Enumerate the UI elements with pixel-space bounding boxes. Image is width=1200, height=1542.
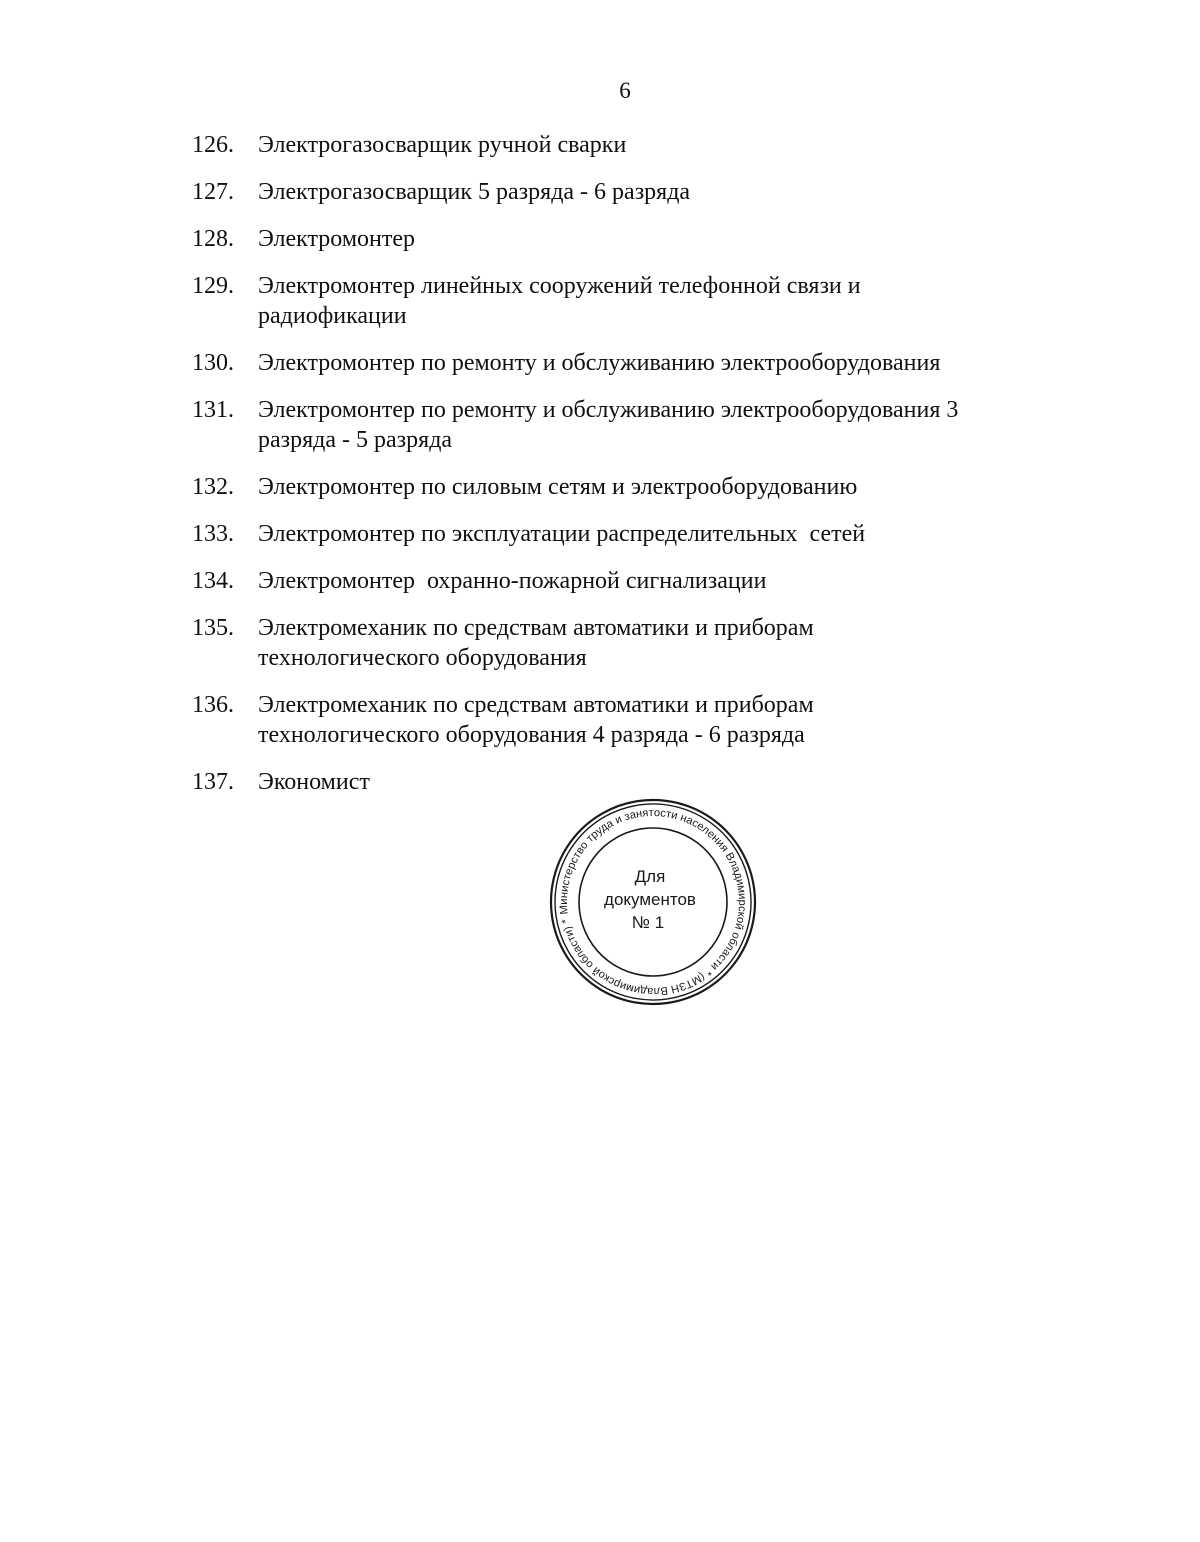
item-text: Электромонтер по ремонту и обслуживанию электрооборудования xyxy=(258,350,941,376)
item-text: Электромонтер xyxy=(258,226,415,252)
official-stamp xyxy=(547,796,759,1008)
list-item xyxy=(192,767,1032,797)
stamp-seal-icon xyxy=(547,796,759,1008)
list-item xyxy=(192,690,1032,750)
list-item xyxy=(192,348,1032,378)
list-item xyxy=(192,177,1032,207)
profession-list xyxy=(192,130,1032,814)
page-number: 6 xyxy=(619,78,631,103)
item-text: Электромонтер по силовым сетям и электрооборудованию xyxy=(258,474,858,500)
item-text: Электромонтер по эксплуатации распределительных сетей xyxy=(258,521,866,547)
item-number: 128. xyxy=(192,226,234,252)
list-item xyxy=(192,224,1032,254)
item-text: Электрогазосварщик ручной сварки xyxy=(258,132,627,158)
item-text: Электромонтер по ремонту и обслуживанию электрооборудования 3 разряда - 5 разряда xyxy=(258,397,959,453)
item-number: 131. xyxy=(192,397,234,423)
item-number: 137. xyxy=(192,769,234,795)
item-number: 133. xyxy=(192,521,234,547)
item-number: 132. xyxy=(192,474,234,500)
item-number: 129. xyxy=(192,273,234,299)
item-number: 130. xyxy=(192,350,234,376)
list-item xyxy=(192,566,1032,596)
item-number: 135. xyxy=(192,615,234,641)
item-number: 136. xyxy=(192,692,234,718)
item-number: 127. xyxy=(192,179,234,205)
item-text: Электромонтер охранно-пожарной сигнализации xyxy=(258,568,767,594)
stamp-center-line-2: документов xyxy=(604,890,696,909)
stamp-center-line-3: № 1 xyxy=(631,913,665,932)
list-item xyxy=(192,472,1032,502)
list-item xyxy=(192,395,1032,455)
list-item xyxy=(192,130,1032,160)
list-item xyxy=(192,271,1032,331)
item-text: Электромонтер линейных сооружений телефонной связи и радиофикации xyxy=(258,273,861,329)
item-number: 126. xyxy=(192,132,234,158)
item-text: Экономист xyxy=(258,769,370,795)
item-number: 134. xyxy=(192,568,234,594)
list-item xyxy=(192,613,1032,673)
item-text: Электромеханик по средствам автоматики и приборам технологического оборудования xyxy=(258,615,814,671)
stamp-ring-text: Министерство труда и занятости населения Владимирской области * (МТЗН Владимирской области) * xyxy=(557,806,749,998)
item-text: Электромеханик по средствам автоматики и приборам технологического оборудования 4 разряда - 6 разряда xyxy=(258,692,814,748)
item-text: Электрогазосварщик 5 разряда - 6 разряда xyxy=(258,179,691,205)
list-item xyxy=(192,519,1032,549)
stamp-center-line-1: Для xyxy=(634,867,666,886)
